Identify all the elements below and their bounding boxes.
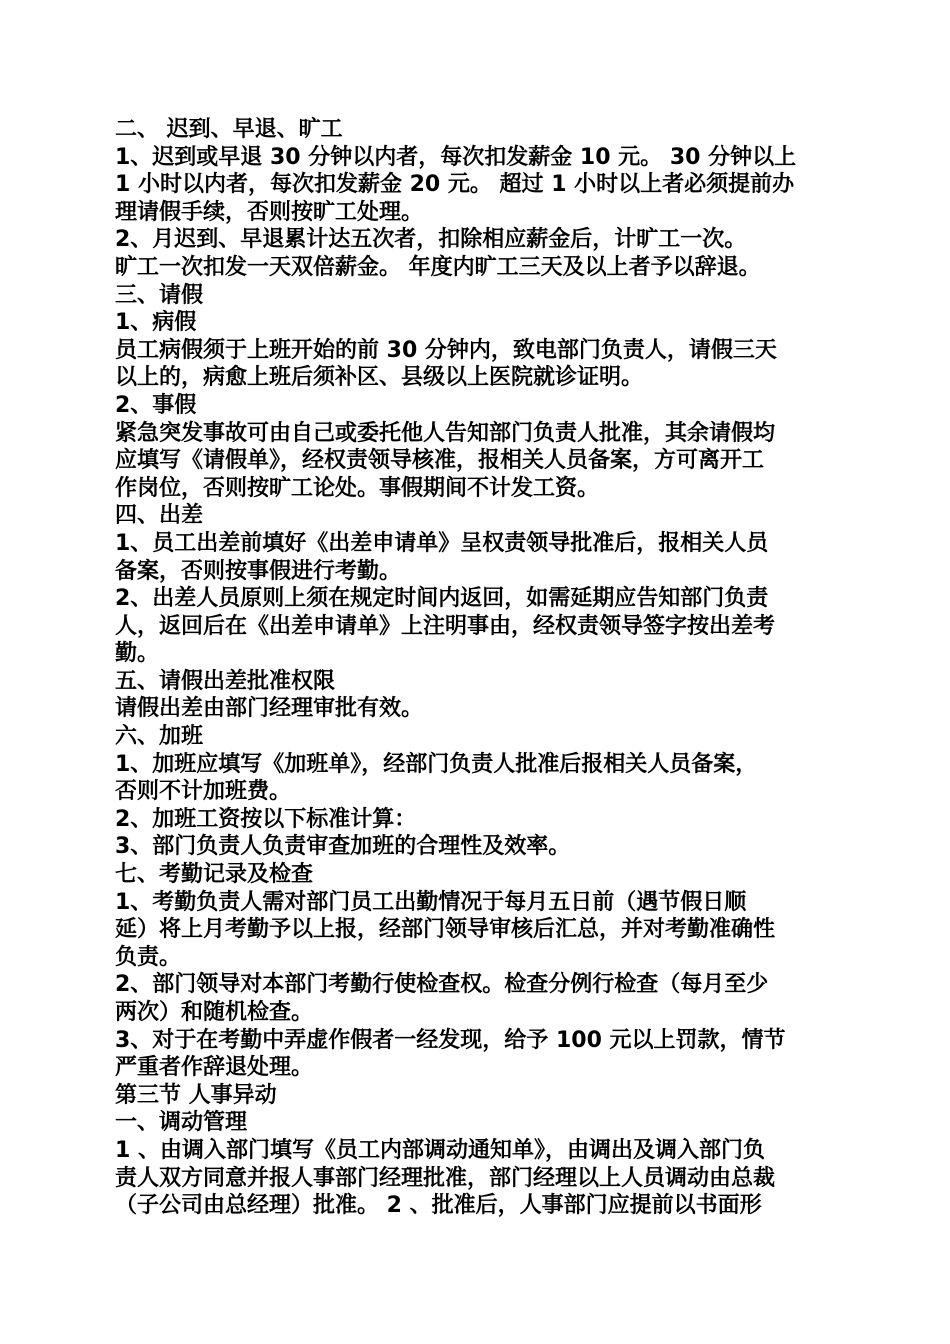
text-line: 2、月迟到、早退累计达五次者，扣除相应薪金后，计旷工一次。 xyxy=(115,227,747,253)
section-heading-attendance-records: 七、考勤记录及检查 xyxy=(115,862,314,888)
text-line: 人，返回后在《出差申请单》上注明事由，经权责领导签字按出差考 xyxy=(115,613,776,639)
text-line: 作岗位，否则按旷工论处。事假期间不计发工资。 xyxy=(115,475,600,501)
text-line: 备案，否则按事假进行考勤。 xyxy=(115,558,402,584)
text-line: 理请假手续，否则按旷工处理。 xyxy=(115,199,424,225)
text-line: 员工病假须于上班开始的前 30 分钟内，致电部门负责人，请假三天 xyxy=(115,337,777,363)
text-line: 应填写《请假单》，经权责领导核准，报相关人员备案，方可离开工 xyxy=(115,448,765,474)
text-line: 2、加班工资按以下标准计算： xyxy=(115,806,417,832)
document-page xyxy=(115,116,840,1220)
section-heading-lateness: 二、 迟到、早退、旷工 xyxy=(115,117,343,142)
text-line: 1、迟到或早退 30 分钟以内者，每次扣发薪金 10 元。 30 分钟以上 xyxy=(115,144,797,170)
text-line: 责人双方同意并报人事部门经理批准，部门经理以上人员调动由总裁 xyxy=(115,1165,776,1191)
text-line: 3、部门负责人负责审查加班的合理性及效率。 xyxy=(115,834,571,860)
text-line: 1、加班应填写《加班单》，经部门负责人批准后报相关人员备案， xyxy=(115,751,758,777)
text-line: 1、员工出差前填好《出差申请单》呈权责领导批准后，报相关人员 xyxy=(115,530,769,556)
section-heading-leave: 三、请假 xyxy=(115,282,204,308)
text-line: 紧急突发事故可由自己或委托他人告知部门负责人批准，其余请假均 xyxy=(115,420,776,446)
section-heading-approval-authority: 五、请假出差批准权限 xyxy=(115,668,336,694)
text-line: 请假出差由部门经理审批有效。 xyxy=(115,696,424,722)
text-line: 3、对于在考勤中弄虚作假者一经发现，给予 100 元以上罚款，情节 xyxy=(115,1027,786,1053)
text-line: 否则不计加班费。 xyxy=(115,779,292,805)
text-line: 勤。 xyxy=(115,641,160,667)
text-line: 以上的，病愈上班后须补区、县级以上医院就诊证明。 xyxy=(115,365,644,391)
text-line: 1、考勤负责人需对部门员工出勤情况于每月五日前（遇节假日顺 xyxy=(115,889,747,915)
text-line: 延）将上月考勤予以上报，经部门领导审核后汇总，并对考勤准确性 xyxy=(115,917,776,943)
subheading-personal-leave: 2、事假 xyxy=(115,392,197,418)
text-line: （子公司由总经理）批准。 2 、批准后，人事部门应提前以书面形 xyxy=(115,1193,762,1219)
subheading-sick-leave: 1、病假 xyxy=(115,310,197,336)
section-heading-transfer-management: 一、调动管理 xyxy=(115,1110,248,1136)
text-line: 2、出差人员原则上须在规定时间内返回，如需延期应告知部门负责 xyxy=(115,586,769,612)
chapter-heading-personnel-changes: 第三节 人事异动 xyxy=(115,1082,277,1108)
text-line: 2、部门领导对本部门考勤行使检查权。检查分例行检查（每月至少 xyxy=(115,972,769,998)
text-line: 1 小时以内者，每次扣发薪金 20 元。 超过 1 小时以上者必须提前办 xyxy=(115,172,795,198)
text-line: 严重者作辞退处理。 xyxy=(115,1055,314,1081)
text-line: 两次）和随机检查。 xyxy=(115,1000,314,1025)
text-line: 旷工一次扣发一天双倍薪金。 年度内旷工三天及以上者予以辞退。 xyxy=(115,254,761,280)
section-heading-business-trip: 四、出差 xyxy=(115,503,204,529)
text-line: 1 、由调入部门填写《员工内部调动通知单》，由调出及调入部门负 xyxy=(115,1137,765,1163)
text-line: 负责。 xyxy=(115,944,182,970)
section-heading-overtime: 六、加班 xyxy=(115,724,204,750)
